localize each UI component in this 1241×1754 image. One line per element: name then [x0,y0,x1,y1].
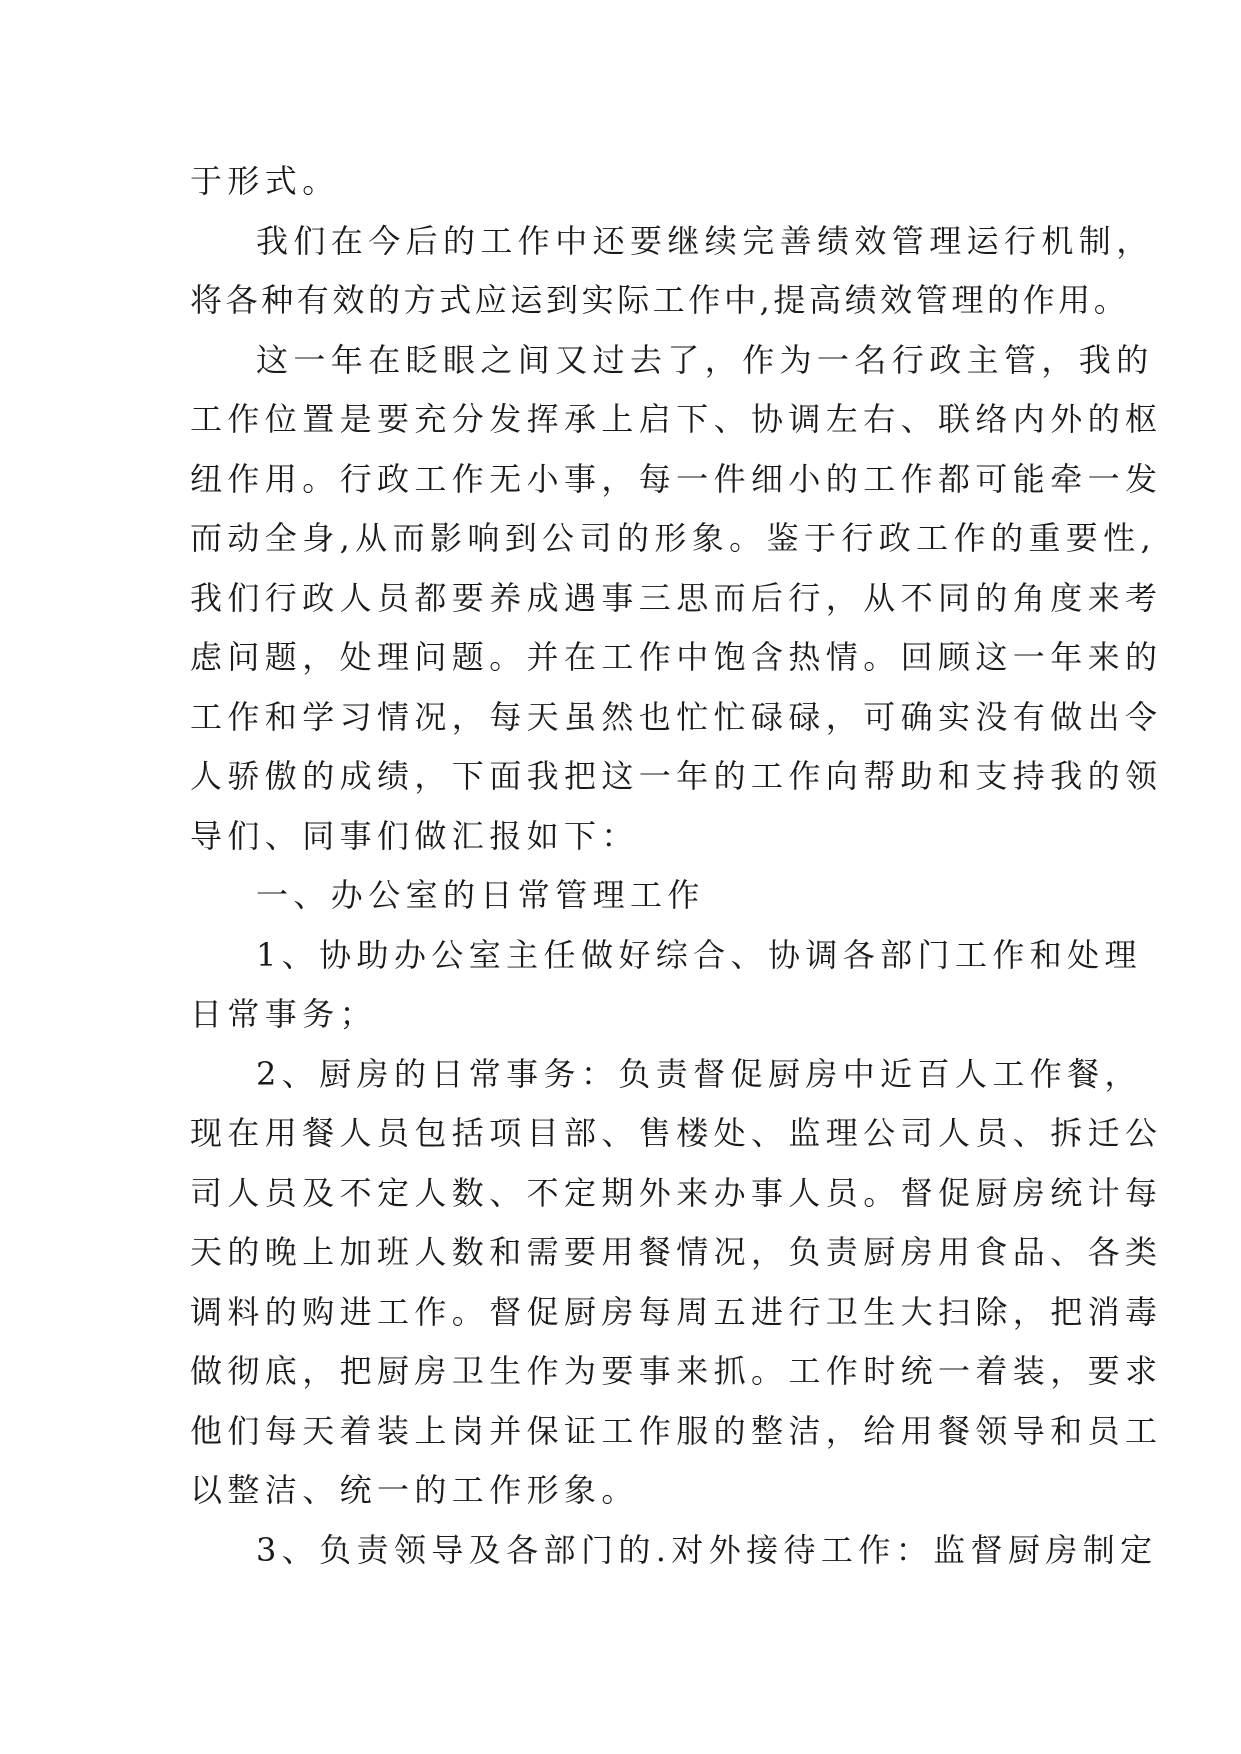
text-line: 天的晚上加班人数和需要用餐情况，负责厨房用食品、各类 [190,1233,1163,1271]
text-line: 1、协助办公室主任做好综合、协调各部门工作和处理 [256,935,1142,974]
text-line: 人骄傲的成绩，下面我把这一年的工作向帮助和支持我的领 [190,757,1163,795]
section-heading: 一、办公室的日常管理工作 [256,876,705,914]
text-line: 3、负责领导及各部门的.对外接待工作：监督厨房制定 [256,1530,1158,1569]
text-line: 将各种有效的方式应运到实际工作中,提高绩效管理的作用。 [190,281,1130,319]
text-line: 而动全身,从而影响到公司的形象。鉴于行政工作的重要性, [190,519,1157,557]
text-line: 司人员及不定人数、不定期外来办事人员。督促厨房统计每 [190,1173,1163,1212]
text-line: 现在用餐人员包括项目部、售楼处、监理公司人员、拆迁公 [190,1114,1163,1152]
text-line: 虑问题，处理问题。并在工作中饱含热情。回顾这一年来的 [190,638,1163,676]
text-line: 于形式。 [190,162,340,200]
text-line: 工作和学习情况，每天虽然也忙忙碌碌，可确实没有做出令 [190,697,1163,736]
text-line: 纽作用。行政工作无小事，每一件细小的工作都可能牵一发 [190,459,1163,498]
text-line: 导们、同事们做汇报如下： [190,816,639,855]
text-line: 我们在今后的工作中还要继续完善绩效管理运行机制， [256,221,1154,260]
text-line: 2、厨房的日常事务：负责督促厨房中近百人工作餐， [256,1054,1142,1093]
text-line: 做彻底，把厨房卫生作为要事来抓。工作时统一着装，要求 [190,1352,1163,1390]
text-line: 这一年在眨眼之间又过去了，作为一名行政主管，我的 [256,340,1154,379]
text-line: 工作位置是要充分发挥承上启下、协调左右、联络内外的枢 [190,400,1163,438]
text-line: 我们行政人员都要养成遇事三思而后行，从不同的角度来考 [190,578,1163,617]
text-line: 日常事务； [190,995,378,1033]
body-text [190,152,1163,1580]
text-line: 调料的购进工作。督促厨房每周五进行卫生大扫除，把消毒 [190,1292,1163,1331]
text-line: 他们每天着装上岗并保证工作服的整洁，给用餐领导和员工 [190,1411,1163,1450]
text-line: 以整洁、统一的工作形象。 [190,1471,639,1509]
